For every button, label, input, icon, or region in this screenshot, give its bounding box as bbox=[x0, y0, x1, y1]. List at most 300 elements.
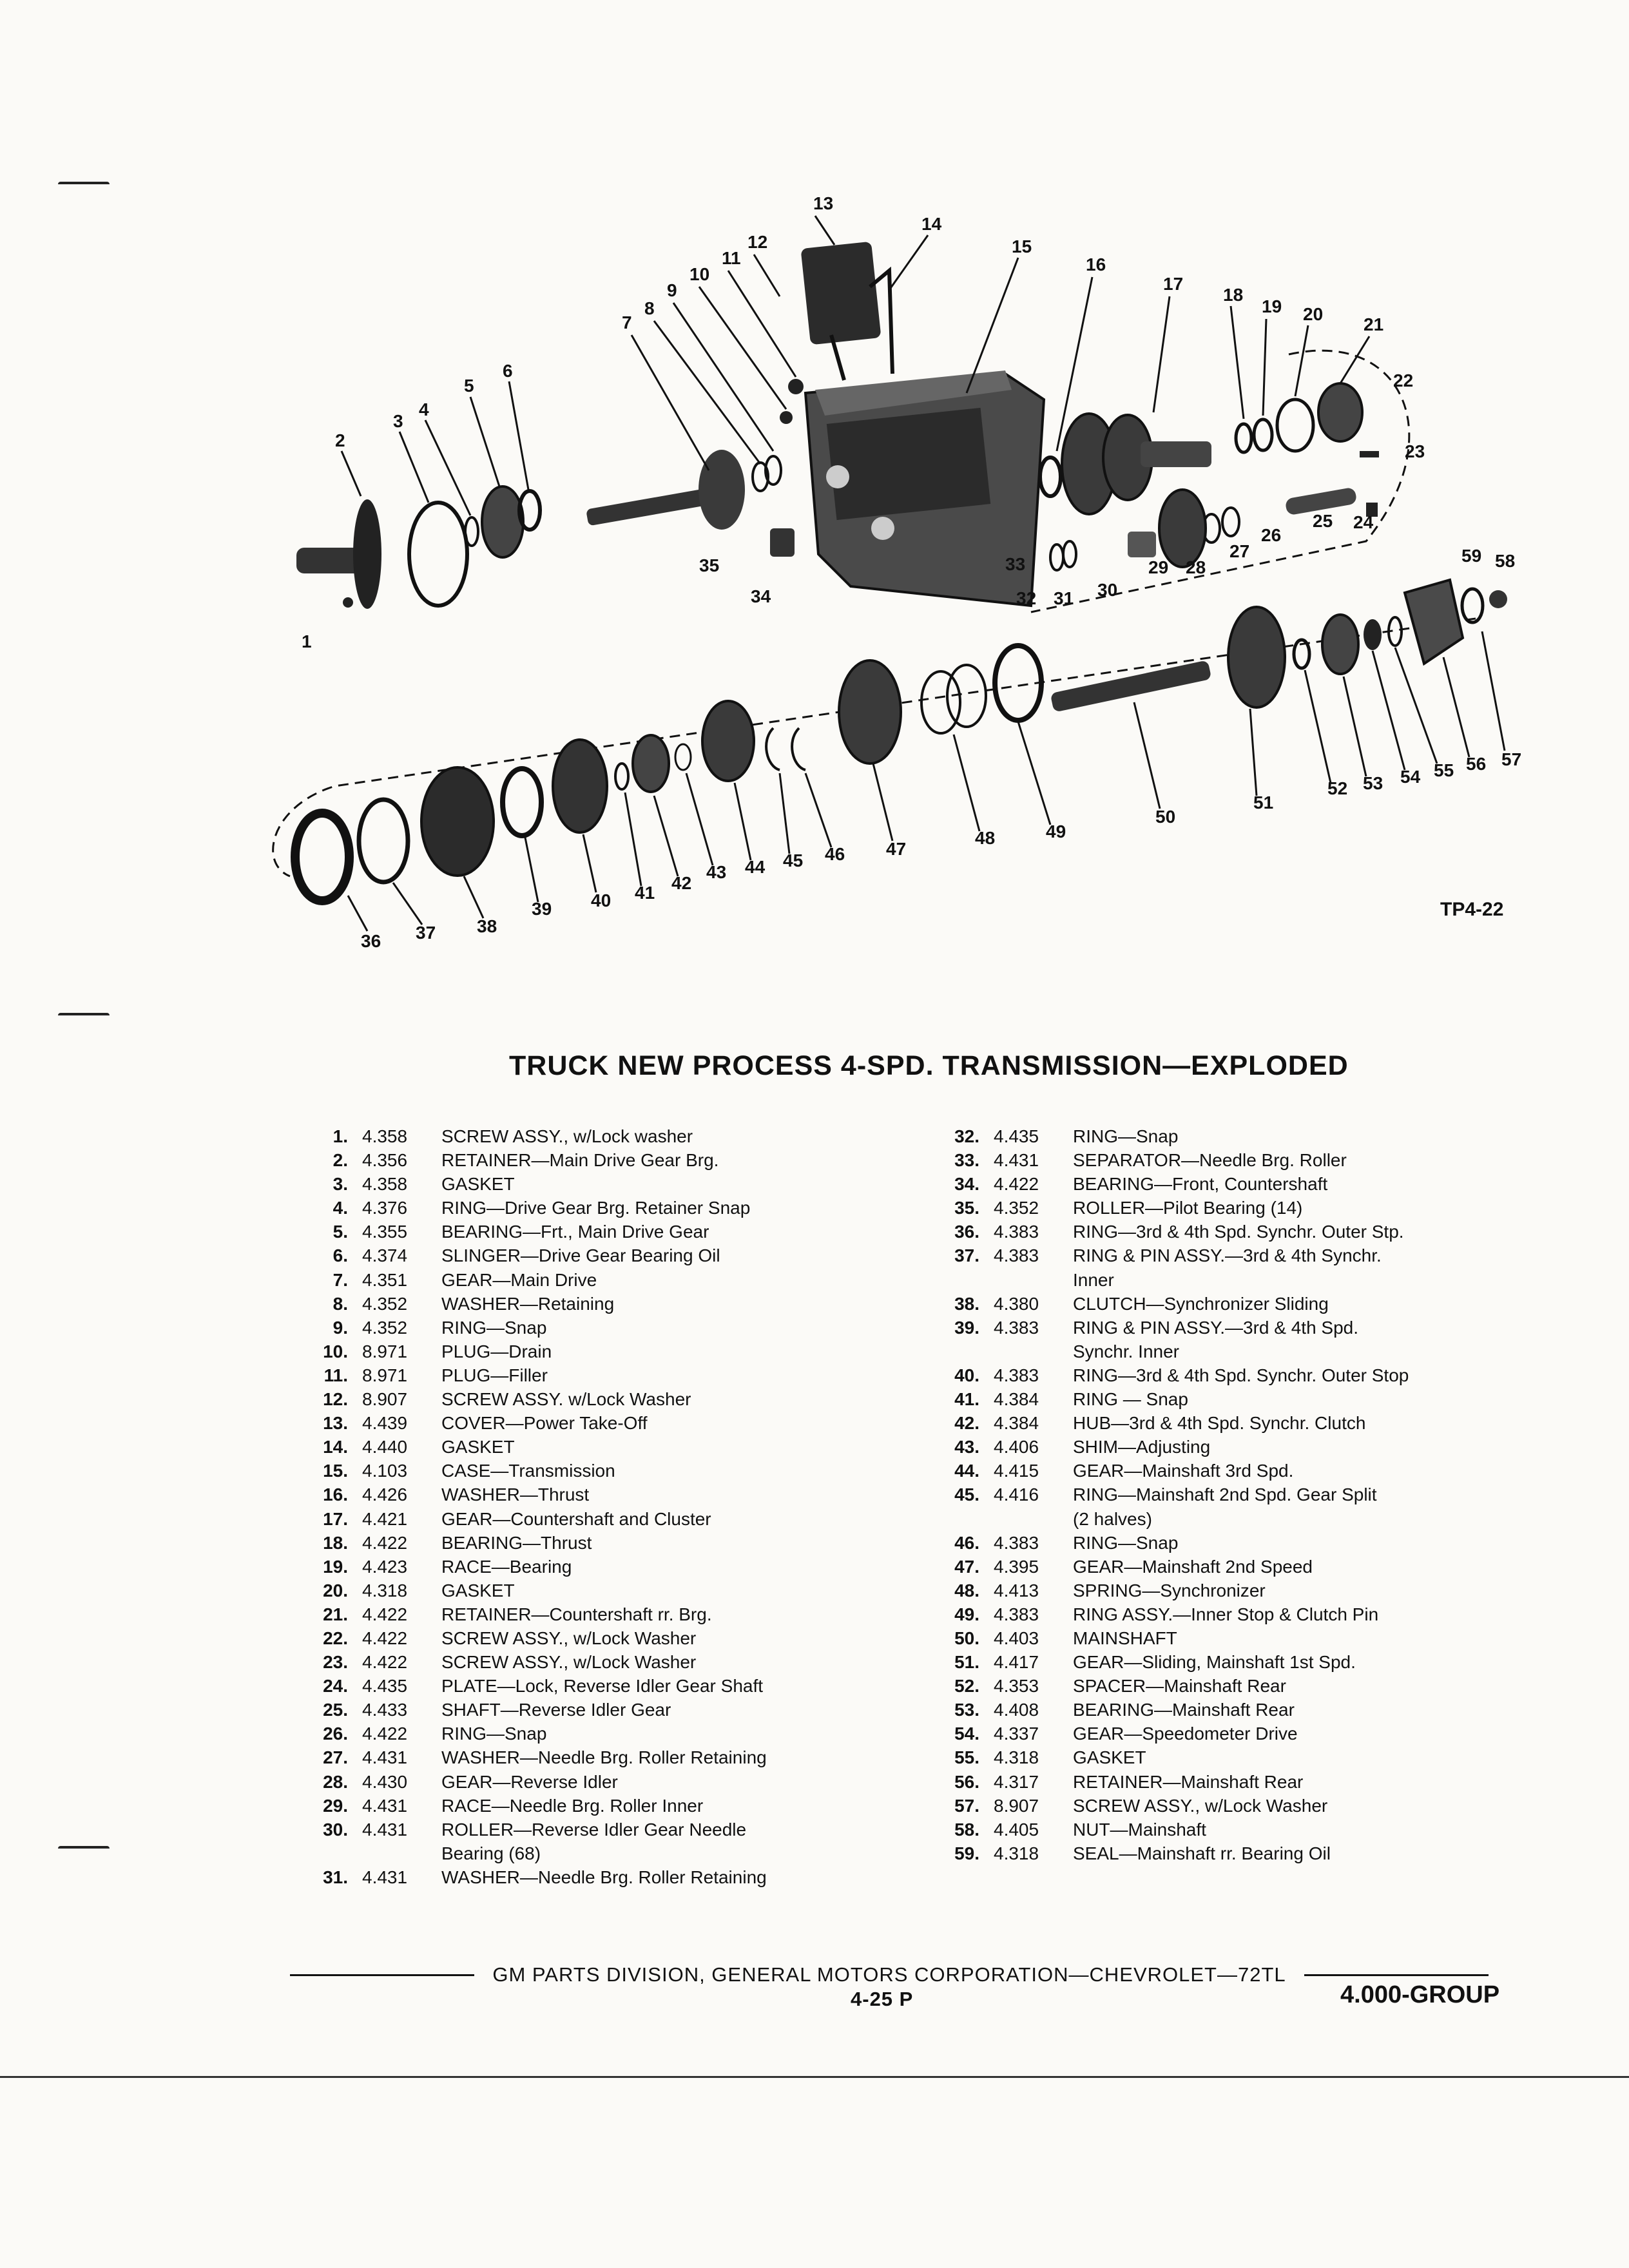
parts-list-right bbox=[934, 1124, 1579, 1865]
part-description: RING — Snap bbox=[1073, 1389, 1188, 1410]
part-number: 54. bbox=[954, 1724, 979, 1744]
callout-54: 54 bbox=[1400, 767, 1421, 787]
part-row bbox=[934, 1555, 1579, 1579]
part-number: 51. bbox=[954, 1652, 979, 1673]
callout-47: 47 bbox=[886, 839, 907, 859]
part-group-code: 4.422 bbox=[362, 1628, 408, 1648]
part-group-code: 4.103 bbox=[362, 1461, 408, 1481]
part-number: 55. bbox=[954, 1747, 979, 1768]
part-description: NUT—Mainshaft bbox=[1073, 1819, 1206, 1840]
part-group-code: 4.352 bbox=[994, 1198, 1039, 1218]
part-group-code: 4.440 bbox=[362, 1437, 408, 1457]
part-row bbox=[934, 1794, 1579, 1818]
part-description: PLATE—Lock, Reverse Idler Gear Shaft bbox=[441, 1676, 764, 1696]
callout-12: 12 bbox=[747, 232, 768, 252]
part-group-code: 4.376 bbox=[362, 1198, 408, 1218]
part-group-code: 4.384 bbox=[994, 1413, 1039, 1434]
part-group-code: 4.318 bbox=[362, 1580, 408, 1600]
callout-28: 28 bbox=[1186, 557, 1206, 577]
callout-26: 26 bbox=[1261, 525, 1282, 545]
part-description: BEARING—Thrust bbox=[441, 1532, 592, 1553]
part-row bbox=[303, 1363, 921, 1387]
part-description: Synchr. Inner bbox=[1073, 1341, 1179, 1361]
part-number: 19. bbox=[323, 1556, 348, 1577]
part-description: GASKET bbox=[441, 1174, 515, 1195]
callout-16: 16 bbox=[1086, 255, 1106, 274]
part-group-code: 4.406 bbox=[994, 1437, 1039, 1457]
callout-44: 44 bbox=[745, 857, 766, 877]
margin-mark bbox=[58, 1013, 110, 1015]
part-number: 58. bbox=[954, 1819, 979, 1840]
part-number: 40. bbox=[954, 1365, 979, 1385]
mainshaft-shape bbox=[1050, 660, 1212, 712]
part-description: SCREW ASSY. w/Lock Washer bbox=[441, 1389, 691, 1410]
part-description: SCREW ASSY., w/Lock Washer bbox=[441, 1652, 697, 1673]
part-row bbox=[303, 1674, 921, 1698]
part-group-code: 4.422 bbox=[994, 1174, 1039, 1195]
part-group-code: 4.405 bbox=[994, 1819, 1039, 1840]
part-number: 33. bbox=[954, 1150, 979, 1171]
callout-59: 59 bbox=[1461, 546, 1482, 566]
callout-48: 48 bbox=[975, 828, 996, 848]
callout-25: 25 bbox=[1313, 511, 1333, 531]
part-description: GASKET bbox=[1073, 1747, 1146, 1768]
part-number: 31. bbox=[323, 1867, 348, 1887]
callout-39: 39 bbox=[532, 899, 552, 919]
part-description: SCREW ASSY., w/Lock Washer bbox=[441, 1628, 697, 1648]
part-number: 1. bbox=[333, 1126, 348, 1146]
part-description: BEARING—Mainshaft Rear bbox=[1073, 1700, 1295, 1720]
part-group-code: 4.426 bbox=[362, 1485, 408, 1505]
part-group-code: 4.356 bbox=[362, 1150, 408, 1171]
part-description: RING—Snap bbox=[441, 1317, 547, 1338]
rear-mainshaft-shapes bbox=[1228, 580, 1507, 707]
part-group-code: 4.383 bbox=[994, 1532, 1039, 1553]
part-row bbox=[303, 1770, 921, 1794]
callout-56: 56 bbox=[1466, 754, 1487, 774]
part-number: 27. bbox=[323, 1747, 348, 1768]
part-number: 18. bbox=[323, 1532, 348, 1553]
part-description: RING—3rd & 4th Spd. Synchr. Outer Stop bbox=[1073, 1365, 1409, 1385]
part-number bbox=[303, 1841, 348, 1865]
part-description: RETAINER—Main Drive Gear Brg. bbox=[441, 1150, 719, 1171]
callout-49: 49 bbox=[1046, 822, 1066, 841]
part-number: 3. bbox=[333, 1174, 348, 1195]
callout-36: 36 bbox=[361, 931, 381, 951]
part-number bbox=[934, 1340, 979, 1363]
part-description: Inner bbox=[1073, 1269, 1114, 1290]
footer-publisher: GM PARTS DIVISION, GENERAL MOTORS CORPORATION—CHEVROLET—72TL bbox=[492, 1963, 1286, 1986]
part-number: 50. bbox=[954, 1628, 979, 1648]
part-number: 13. bbox=[323, 1413, 348, 1434]
part-group-code: 4.383 bbox=[994, 1604, 1039, 1624]
callout-30: 30 bbox=[1097, 580, 1118, 600]
part-description: SEPARATOR—Needle Brg. Roller bbox=[1073, 1150, 1347, 1171]
part-description: GEAR—Mainshaft 3rd Spd. bbox=[1073, 1461, 1294, 1481]
part-number: 2. bbox=[333, 1150, 348, 1171]
part-row bbox=[303, 1220, 921, 1244]
part-description: PLUG—Drain bbox=[441, 1341, 552, 1361]
part-group-code: 4.431 bbox=[362, 1747, 408, 1768]
part-description: RING ASSY.—Inner Stop & Clutch Pin bbox=[1073, 1604, 1379, 1624]
callout-18: 18 bbox=[1223, 285, 1244, 305]
callout-41: 41 bbox=[635, 883, 655, 903]
part-row bbox=[303, 1244, 921, 1267]
part-description: HUB—3rd & 4th Spd. Synchr. Clutch bbox=[1073, 1413, 1366, 1434]
part-description: MAINSHAFT bbox=[1073, 1628, 1177, 1648]
callout-34: 34 bbox=[751, 586, 771, 606]
part-group-code: 4.413 bbox=[994, 1580, 1039, 1600]
part-description: GASKET bbox=[441, 1580, 515, 1600]
callout-32: 32 bbox=[1016, 588, 1037, 608]
part-row bbox=[303, 1602, 921, 1626]
part-description: WASHER—Retaining bbox=[441, 1293, 615, 1314]
part-row bbox=[303, 1579, 921, 1602]
part-row bbox=[303, 1483, 921, 1506]
part-number: 6. bbox=[333, 1245, 348, 1266]
part-description: GEAR—Main Drive bbox=[441, 1269, 597, 1290]
part-row bbox=[303, 1268, 921, 1292]
part-description: RING—Snap bbox=[441, 1724, 547, 1744]
part-description: BEARING—Frt., Main Drive Gear bbox=[441, 1222, 709, 1242]
callout-17: 17 bbox=[1163, 274, 1184, 294]
part-group-code: 4.416 bbox=[994, 1485, 1039, 1505]
part-row bbox=[934, 1745, 1579, 1769]
part-number: 22. bbox=[323, 1628, 348, 1648]
part-description: RING & PIN ASSY.—3rd & 4th Synchr. bbox=[1073, 1245, 1382, 1266]
part-number: 29. bbox=[323, 1795, 348, 1816]
part-row bbox=[934, 1770, 1579, 1794]
part-row bbox=[303, 1722, 921, 1745]
part-group-code: 4.431 bbox=[362, 1819, 408, 1840]
part-row bbox=[303, 1818, 921, 1841]
part-row bbox=[303, 1841, 921, 1865]
part-group-code: 4.435 bbox=[362, 1676, 408, 1696]
part-row bbox=[303, 1745, 921, 1769]
callout-21: 21 bbox=[1364, 314, 1384, 334]
callout-33: 33 bbox=[1005, 554, 1026, 574]
part-row bbox=[303, 1555, 921, 1579]
part-number: 39. bbox=[954, 1317, 979, 1338]
part-group-code: 4.358 bbox=[362, 1174, 408, 1195]
part-group-code: 4.352 bbox=[362, 1293, 408, 1314]
part-row bbox=[303, 1865, 921, 1889]
callout-58: 58 bbox=[1495, 551, 1516, 571]
part-row bbox=[303, 1124, 921, 1148]
part-number: 32. bbox=[954, 1126, 979, 1146]
callout-42: 42 bbox=[671, 873, 692, 893]
part-row bbox=[934, 1411, 1579, 1435]
part-row bbox=[934, 1483, 1579, 1506]
figure-code: TP4-22 bbox=[1440, 899, 1504, 920]
part-group-code: 4.384 bbox=[994, 1389, 1039, 1410]
part-number: 36. bbox=[954, 1222, 979, 1242]
callout-50: 50 bbox=[1155, 807, 1176, 827]
main-drive-gear-shape bbox=[586, 450, 745, 530]
part-description: ROLLER—Pilot Bearing (14) bbox=[1073, 1198, 1303, 1218]
part-description: CLUTCH—Synchronizer Sliding bbox=[1073, 1293, 1329, 1314]
part-number: 42. bbox=[954, 1413, 979, 1434]
part-row bbox=[934, 1220, 1579, 1244]
callout-13: 13 bbox=[813, 193, 834, 213]
part-row bbox=[934, 1722, 1579, 1745]
part-row bbox=[303, 1650, 921, 1674]
part-number: 4. bbox=[333, 1198, 348, 1218]
part-group-code: 4.383 bbox=[994, 1365, 1039, 1385]
part-row bbox=[934, 1626, 1579, 1650]
parts-list-left bbox=[303, 1124, 921, 1889]
part-number: 47. bbox=[954, 1556, 979, 1577]
part-description: GEAR—Speedometer Drive bbox=[1073, 1724, 1298, 1744]
part-group-code bbox=[979, 1340, 1068, 1363]
part-group-code: 4.358 bbox=[362, 1126, 408, 1146]
part-number: 10. bbox=[323, 1341, 348, 1361]
part-number: 35. bbox=[954, 1198, 979, 1218]
callout-15: 15 bbox=[1012, 236, 1032, 256]
part-group-code: 4.433 bbox=[362, 1700, 408, 1720]
part-group-code: 4.415 bbox=[994, 1461, 1039, 1481]
callout-37: 37 bbox=[416, 923, 436, 943]
callout-51: 51 bbox=[1253, 793, 1274, 812]
part-group-code: 4.380 bbox=[994, 1293, 1039, 1314]
part-row bbox=[303, 1292, 921, 1316]
callout-24: 24 bbox=[1353, 512, 1374, 532]
part-number: 11. bbox=[323, 1365, 348, 1385]
part-row bbox=[303, 1507, 921, 1531]
part-number: 53. bbox=[954, 1700, 979, 1720]
callout-27: 27 bbox=[1229, 541, 1250, 561]
part-description: WASHER—Needle Brg. Roller Retaining bbox=[441, 1867, 767, 1887]
part-group-code: 8.907 bbox=[362, 1389, 408, 1410]
part-description: SHAFT—Reverse Idler Gear bbox=[441, 1700, 671, 1720]
part-row bbox=[303, 1340, 921, 1363]
part-group-code: 8.971 bbox=[362, 1365, 408, 1385]
part-description: RING—Mainshaft 2nd Spd. Gear Split bbox=[1073, 1485, 1377, 1505]
part-description: GEAR—Reverse Idler bbox=[441, 1771, 618, 1792]
part-group-code: 4.351 bbox=[362, 1269, 408, 1290]
part-description: SPRING—Synchronizer bbox=[1073, 1580, 1266, 1600]
part-description: RETAINER—Countershaft rr. Brg. bbox=[441, 1604, 712, 1624]
part-description: WASHER—Needle Brg. Roller Retaining bbox=[441, 1747, 767, 1768]
part-row bbox=[303, 1316, 921, 1340]
callout-8: 8 bbox=[644, 298, 655, 318]
part-row bbox=[303, 1411, 921, 1435]
front-mainshaft-shapes bbox=[295, 646, 1041, 901]
part-number: 5. bbox=[333, 1222, 348, 1242]
callout-35: 35 bbox=[699, 555, 720, 575]
part-group-code: 8.971 bbox=[362, 1341, 408, 1361]
part-group-code: 4.374 bbox=[362, 1245, 408, 1266]
part-number bbox=[934, 1268, 979, 1292]
part-group-code: 4.353 bbox=[994, 1676, 1039, 1696]
part-row bbox=[303, 1626, 921, 1650]
part-row bbox=[934, 1316, 1579, 1340]
part-description: COVER—Power Take-Off bbox=[441, 1413, 648, 1434]
part-row bbox=[934, 1292, 1579, 1316]
part-row bbox=[934, 1507, 1579, 1531]
part-description: (2 halves) bbox=[1073, 1508, 1152, 1529]
part-description: RING & PIN ASSY.—3rd & 4th Spd. bbox=[1073, 1317, 1359, 1338]
part-row bbox=[934, 1340, 1579, 1363]
part-number: 38. bbox=[954, 1293, 979, 1314]
part-number: 44. bbox=[954, 1461, 979, 1481]
part-row bbox=[934, 1579, 1579, 1602]
callout-22: 22 bbox=[1393, 370, 1414, 390]
part-description: SCREW ASSY., w/Lock washer bbox=[441, 1126, 693, 1146]
part-description: SHIM—Adjusting bbox=[1073, 1437, 1211, 1457]
part-number: 9. bbox=[333, 1317, 348, 1338]
part-group-code: 4.431 bbox=[362, 1867, 408, 1887]
part-number: 21. bbox=[323, 1604, 348, 1624]
group-number: 4.000-GROUP bbox=[1340, 1981, 1500, 2008]
part-description: GASKET bbox=[441, 1437, 515, 1457]
part-number: 45. bbox=[954, 1485, 979, 1505]
part-number: 30. bbox=[323, 1819, 348, 1840]
part-description: GEAR—Mainshaft 2nd Speed bbox=[1073, 1556, 1313, 1577]
footer-rule-left bbox=[290, 1974, 474, 1976]
part-group-code: 4.439 bbox=[362, 1413, 408, 1434]
part-number: 15. bbox=[323, 1461, 348, 1481]
part-group-code: 4.431 bbox=[362, 1795, 408, 1816]
part-row bbox=[934, 1268, 1579, 1292]
part-row bbox=[934, 1148, 1579, 1172]
part-number: 37. bbox=[954, 1245, 979, 1266]
callout-38: 38 bbox=[477, 916, 497, 936]
part-row bbox=[934, 1602, 1579, 1626]
callout-55: 55 bbox=[1434, 760, 1454, 780]
part-row bbox=[934, 1650, 1579, 1674]
part-description: RING—3rd & 4th Spd. Synchr. Outer Stp. bbox=[1073, 1222, 1404, 1242]
exploded-view-diagram bbox=[271, 168, 1534, 979]
part-number: 23. bbox=[323, 1652, 348, 1673]
part-group-code: 4.430 bbox=[362, 1771, 408, 1792]
part-number: 12. bbox=[323, 1389, 348, 1410]
part-description: SEAL—Mainshaft rr. Bearing Oil bbox=[1073, 1843, 1331, 1863]
part-group-code: 4.435 bbox=[994, 1126, 1039, 1146]
callout-14: 14 bbox=[921, 214, 942, 234]
part-row bbox=[934, 1435, 1579, 1459]
part-number: 56. bbox=[954, 1771, 979, 1792]
callout-11: 11 bbox=[722, 248, 741, 268]
callout-6: 6 bbox=[503, 361, 513, 381]
part-number: 7. bbox=[333, 1269, 348, 1290]
part-row bbox=[934, 1387, 1579, 1411]
part-group-code: 4.431 bbox=[994, 1150, 1039, 1171]
callout-1: 1 bbox=[302, 631, 312, 651]
part-number: 24. bbox=[323, 1676, 348, 1696]
callout-52: 52 bbox=[1327, 778, 1348, 798]
callout-2: 2 bbox=[335, 430, 345, 450]
part-description: RING—Drive Gear Brg. Retainer Snap bbox=[441, 1198, 751, 1218]
margin-mark bbox=[58, 1846, 110, 1849]
page-title: TRUCK NEW PROCESS 4-SPD. TRANSMISSION—EXPLODED bbox=[509, 1050, 1349, 1081]
part-row bbox=[934, 1841, 1579, 1865]
part-number: 43. bbox=[954, 1437, 979, 1457]
bottom-rule bbox=[0, 2076, 1629, 2078]
part-description: RING—Snap bbox=[1073, 1532, 1179, 1553]
margin-mark bbox=[58, 182, 110, 184]
part-number: 25. bbox=[323, 1700, 348, 1720]
part-number: 41. bbox=[954, 1389, 979, 1410]
callout-31: 31 bbox=[1054, 588, 1074, 608]
part-number: 8. bbox=[333, 1293, 348, 1314]
part-description: ROLLER—Reverse Idler Gear Needle bbox=[441, 1819, 747, 1840]
callout-4: 4 bbox=[419, 399, 429, 419]
part-row bbox=[934, 1363, 1579, 1387]
part-number: 20. bbox=[323, 1580, 348, 1600]
part-group-code bbox=[348, 1841, 436, 1865]
part-group-code: 8.907 bbox=[994, 1795, 1039, 1816]
callout-10: 10 bbox=[689, 264, 710, 284]
part-group-code: 4.318 bbox=[994, 1843, 1039, 1863]
part-group-code: 4.422 bbox=[362, 1724, 408, 1744]
part-number: 46. bbox=[954, 1532, 979, 1553]
part-row bbox=[934, 1818, 1579, 1841]
part-number: 49. bbox=[954, 1604, 979, 1624]
part-number bbox=[934, 1507, 979, 1531]
part-description: RING—Snap bbox=[1073, 1126, 1179, 1146]
part-row bbox=[303, 1435, 921, 1459]
footer-rule-right bbox=[1304, 1974, 1489, 1976]
callout-3: 3 bbox=[393, 411, 403, 431]
part-group-code: 4.383 bbox=[994, 1245, 1039, 1266]
part-group-code: 4.337 bbox=[994, 1724, 1039, 1744]
callout-40: 40 bbox=[591, 890, 612, 910]
part-group-code bbox=[979, 1507, 1068, 1531]
part-description: PLUG—Filler bbox=[441, 1365, 548, 1385]
part-number: 48. bbox=[954, 1580, 979, 1600]
part-description: WASHER—Thrust bbox=[441, 1485, 590, 1505]
part-group-code: 4.355 bbox=[362, 1222, 408, 1242]
part-group-code: 4.421 bbox=[362, 1508, 408, 1529]
part-group-code bbox=[979, 1268, 1068, 1292]
part-description: SPACER—Mainshaft Rear bbox=[1073, 1676, 1286, 1696]
part-row bbox=[303, 1698, 921, 1722]
transmission-illustration bbox=[271, 168, 1534, 979]
callout-43: 43 bbox=[706, 862, 727, 882]
part-group-code: 4.352 bbox=[362, 1317, 408, 1338]
part-group-code: 4.422 bbox=[362, 1652, 408, 1673]
callout-9: 9 bbox=[667, 280, 677, 300]
part-description: GEAR—Sliding, Mainshaft 1st Spd. bbox=[1073, 1652, 1356, 1673]
part-group-code: 4.417 bbox=[994, 1652, 1039, 1673]
part-group-code: 4.395 bbox=[994, 1556, 1039, 1577]
part-group-code: 4.423 bbox=[362, 1556, 408, 1577]
part-row bbox=[934, 1698, 1579, 1722]
part-description: SLINGER—Drive Gear Bearing Oil bbox=[441, 1245, 720, 1266]
page-footer bbox=[290, 1959, 1489, 1991]
part-description: SCREW ASSY., w/Lock Washer bbox=[1073, 1795, 1328, 1816]
pto-cover-shape bbox=[800, 242, 892, 380]
page-number: 4-25 P bbox=[851, 1988, 914, 2010]
part-row bbox=[934, 1196, 1579, 1220]
part-description: RACE—Needle Brg. Roller Inner bbox=[441, 1795, 704, 1816]
part-group-code: 4.317 bbox=[994, 1771, 1039, 1792]
part-group-code: 4.422 bbox=[362, 1532, 408, 1553]
part-group-code: 4.383 bbox=[994, 1317, 1039, 1338]
callout-29: 29 bbox=[1148, 557, 1169, 577]
part-row bbox=[934, 1459, 1579, 1483]
part-number: 26. bbox=[323, 1724, 348, 1744]
callout-46: 46 bbox=[825, 844, 845, 864]
part-description: BEARING—Front, Countershaft bbox=[1073, 1174, 1328, 1195]
part-row bbox=[303, 1794, 921, 1818]
part-row bbox=[934, 1172, 1579, 1196]
callout-7: 7 bbox=[622, 312, 632, 332]
part-number: 57. bbox=[954, 1795, 979, 1816]
part-row bbox=[934, 1124, 1579, 1148]
part-group-code: 4.318 bbox=[994, 1747, 1039, 1768]
